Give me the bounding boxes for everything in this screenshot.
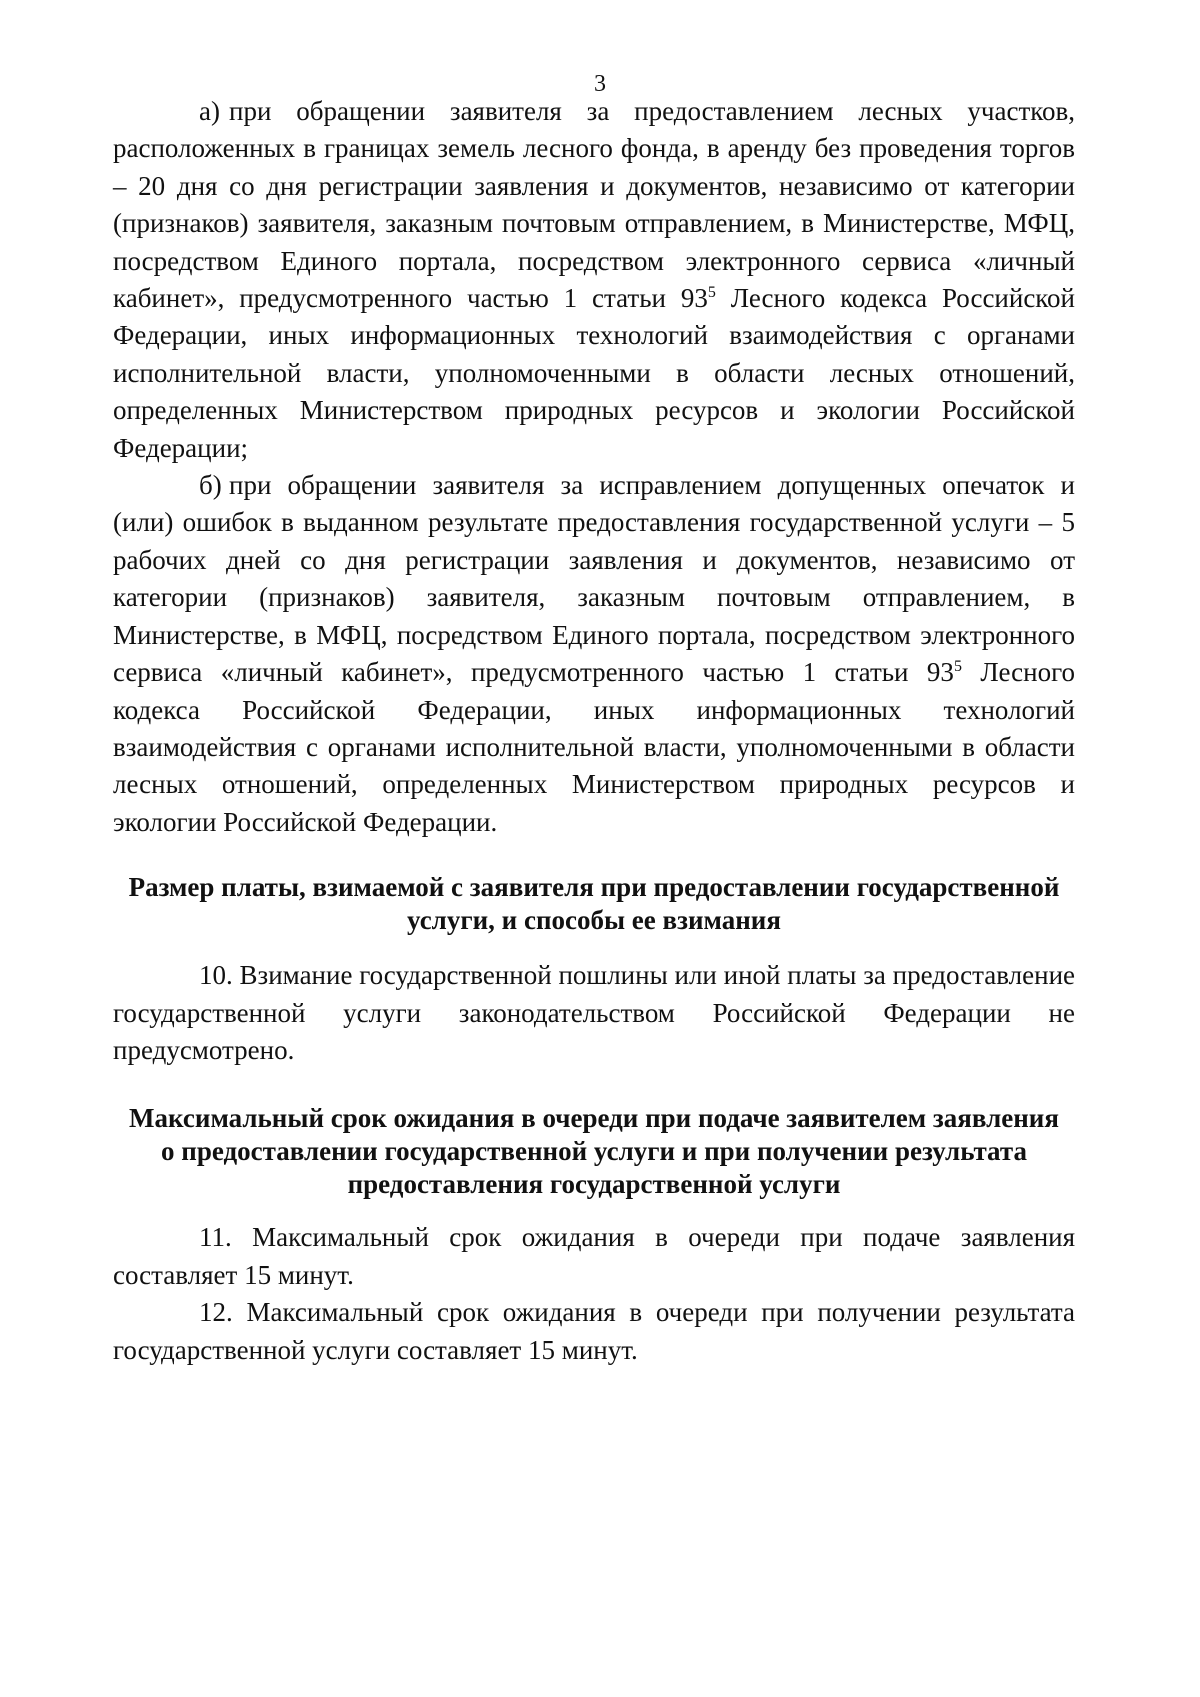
item-10-number: 10.: [199, 960, 233, 991]
section-heading-queue-line-3: предоставления государственной услуги: [347, 1169, 841, 1200]
paragraph-b-marker: б): [199, 470, 222, 501]
item-12-text: Максимальный срок ожидания в очереди при получении результата государственной услуги составляет 15 минут.: [113, 1297, 1075, 1365]
paragraph-a-superscript: 5: [707, 284, 716, 302]
paragraph-b-text-part2: Лесного кодекса Российской Федерации, иных информационных технологий взаимодействия с органами исполнительной власти, уполномоченными в области лесных отношений, определенных Министерством природных ресурсов и экологии Российской Федерации.: [113, 657, 1075, 837]
paragraph-a-marker: а): [199, 96, 220, 126]
section-heading-queue: [113, 1102, 1075, 1201]
section-heading-fee: [113, 871, 1075, 937]
item-12: [113, 1294, 1075, 1369]
item-11: [113, 1219, 1075, 1294]
paragraph-b-text-part1: при обращении заявителя за исправлением допущенных опечаток и (или) ошибок в выданном результате предоставления государственной услуги – 5 рабочих дней со дня регистрации заявления и документов, независимо от категории (признаков) заявителя, заказным почтовым отправлением, в Министерстве, в МФЦ, посредством Единого портала, посредством электронного сервиса «личный кабинет», предусмотренного частью 1 статьи 93: [113, 470, 1075, 688]
paragraph-a-text-part1: при обращении заявителя за предоставлением лесных участков, расположенных в границах земель лесного фонда, в аренду без проведения торгов – 20 дня со дня регистрации заявления и документов, независимо от категории (признаков) заявителя, заказным почтовым отправлением, в Министерстве, МФЦ, посредством Единого портала, посредством электронного сервиса «личный кабинет», предусмотренного частью 1 статьи 93: [113, 96, 1075, 314]
paragraph-a-text-part2: Лесного кодекса Российской Федерации, иных информационных технологий взаимодействия с органами исполнительной власти, уполномоченными в области лесных отношений, определенных Министерством природных ресурсов и экологии Российской Федерации;: [113, 283, 1075, 463]
paragraph-a: [113, 93, 1075, 467]
item-11-text: Максимальный срок ожидания в очереди при подаче заявления составляет 15 минут.: [113, 1222, 1076, 1290]
section-heading-queue-line-1: Максимальный срок ожидания в очереди при подаче заявителем заявления: [129, 1103, 1059, 1134]
item-10: [113, 957, 1075, 1069]
section-heading-fee-line-2: услуги, и способы ее взимания: [407, 905, 781, 936]
paragraph-b-superscript: 5: [953, 658, 962, 676]
item-11-number: 11.: [199, 1222, 232, 1253]
item-10-text: Взимание государственной пошлины или иной платы за предоставление государственной услуги законодательством Российской Федерации не предусмотрено.: [113, 960, 1076, 1065]
document-body: [113, 93, 1075, 1369]
paragraph-b: [113, 467, 1075, 841]
section-heading-fee-line-1: Размер платы, взимаемой с заявителя при предоставлении государственной: [128, 872, 1060, 903]
page-number: 3: [594, 71, 606, 97]
section-heading-queue-line-2: о предоставлении государственной услуги и при получении результата: [161, 1136, 1027, 1167]
item-12-number: 12.: [199, 1297, 233, 1328]
